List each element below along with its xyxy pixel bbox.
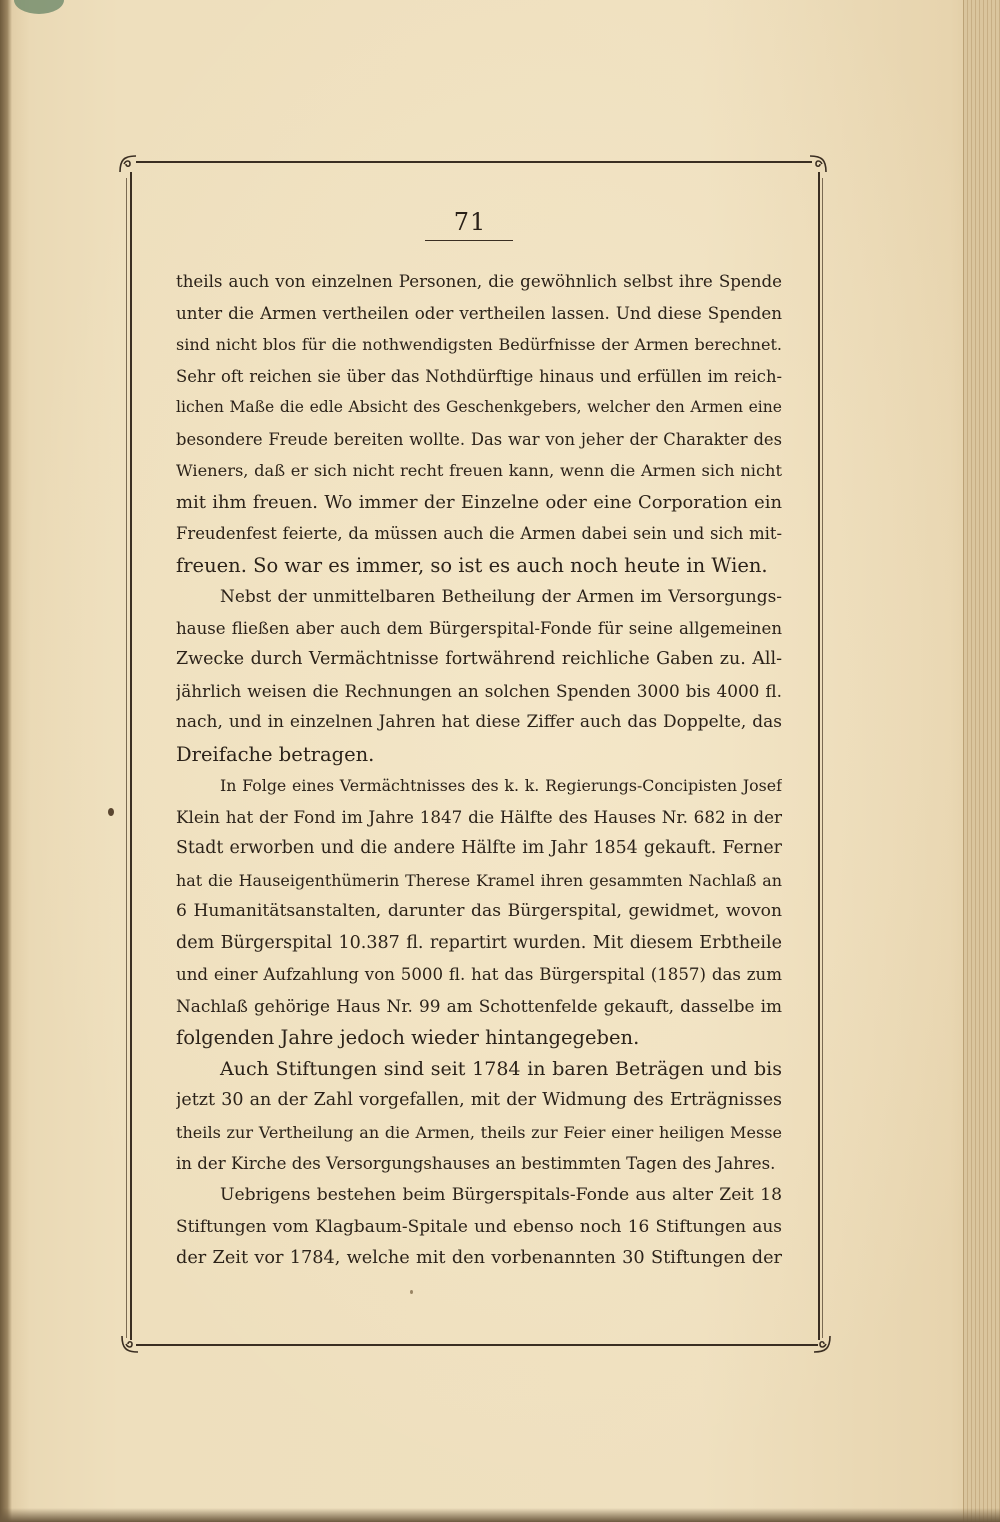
- binding-shadow: [0, 0, 12, 1522]
- text-line: freuen. So war es immer, so ist es auch noch heute in Wien.: [176, 553, 768, 577]
- frame-bottom-rule: [136, 1344, 818, 1346]
- text-line: theils auch von einzelnen Personen, die gewöhnlich selbst ihre Spende: [176, 272, 782, 291]
- text-line: Dreifache betragen.: [176, 742, 375, 766]
- page-number-rule: [425, 240, 513, 241]
- text-line: besondere Freude bereiten wollte. Das war von jeher der Charakter des: [176, 429, 782, 449]
- ink-speck: [410, 1290, 413, 1294]
- text-line: 6 Humanitätsanstalten, darunter das Bürgerspital, gewidmet, wovon: [176, 901, 782, 921]
- text-line: jährlich weisen die Rechnungen an solchen Spenden 3000 bis 4000 fl.: [176, 680, 782, 701]
- page-number: 71: [453, 208, 487, 236]
- text-line: unter die Armen vertheilen oder vertheilen lassen. Und diese Spenden: [176, 302, 782, 323]
- text-line: der Zeit vor 1784, welche mit den vorbenannten 30 Stiftungen der: [176, 1247, 782, 1268]
- frame-top-line: [136, 161, 812, 163]
- text-line: In Folge eines Vermächtnisses des k. k. Regierungs-Concipisten Josef: [220, 776, 782, 795]
- text-line: Wieners, daß er sich nicht recht freuen kann, wenn die Armen sich nicht: [176, 461, 782, 480]
- frame-right-line: [818, 172, 820, 1340]
- text-line: theils zur Vertheilung an die Armen, theils zur Feier einer heiligen Messe: [176, 1122, 782, 1142]
- stain: [14, 0, 64, 14]
- text-line: und einer Aufzahlung von 5000 fl. hat das Bürgerspital (1857) das zum: [176, 965, 782, 984]
- frame-left-thin-line: [126, 178, 127, 1338]
- page-bottom-shadow: [0, 1508, 1000, 1522]
- text-line: Nachlaß gehörige Haus Nr. 99 am Schottenfelde gekauft, dasselbe im: [176, 995, 782, 1016]
- text-line: mit ihm freuen. Wo immer der Einzelne oder eine Corporation ein: [176, 491, 782, 513]
- text-line: sind nicht blos für die nothwendigsten Bedürfnisse der Armen berechnet.: [176, 335, 782, 354]
- text-line: Zwecke durch Vermächtnisse fortwährend reichliche Gaben zu. All-: [176, 649, 782, 669]
- page-edges: [963, 0, 1000, 1522]
- frame-left-line: [130, 172, 132, 1340]
- corner-ornament-icon: [810, 1332, 834, 1356]
- text-line: jetzt 30 an der Zahl vorgefallen, mit der Widmung des Erträgnisses: [176, 1090, 782, 1110]
- text-line: lichen Maße die edle Absicht des Geschenkgebers, welcher den Armen eine: [176, 398, 782, 416]
- text-line: dem Bürgerspital 10.387 fl. repartirt wurden. Mit diesem Erbtheile: [176, 932, 782, 953]
- text-line: Klein hat der Fond im Jahre 1847 die Hälfte des Hauses Nr. 682 in der: [176, 806, 782, 827]
- text-line: hat die Hauseigenthümerin Therese Kramel ihren gesammten Nachlaß an: [176, 870, 782, 890]
- ink-dot: [108, 808, 114, 816]
- text-line: Auch Stiftungen sind seit 1784 in baren Beträgen und bis: [220, 1057, 782, 1080]
- corner-ornament-icon: [116, 152, 140, 176]
- text-line: folgenden Jahre jedoch wieder hintangegeben.: [176, 1026, 640, 1049]
- frame-right-thin-line: [822, 178, 823, 1338]
- text-line: Nebst der unmittelbaren Betheilung der Armen im Versorgungs-: [220, 586, 782, 606]
- body-text: [176, 266, 782, 1274]
- corner-ornament-icon: [118, 1332, 142, 1356]
- text-line: Uebrigens bestehen beim Bürgerspitals-Fonde aus alter Zeit 18: [220, 1184, 782, 1205]
- text-line: hause fließen aber auch dem Bürgerspital-Fonde für seine allgemeinen: [176, 618, 782, 638]
- text-line: Sehr oft reichen sie über das Nothdürftige hinaus und erfüllen im reich-: [176, 366, 782, 386]
- corner-ornament-icon: [806, 152, 830, 176]
- text-line: Stadt erworben und die andere Hälfte im Jahr 1854 gekauft. Ferner: [176, 838, 782, 858]
- text-line: nach, und in einzelnen Jahren hat diese Ziffer auch das Doppelte, das: [176, 712, 782, 732]
- text-line: in der Kirche des Versorgungshauses an bestimmten Tagen des Jahres.: [176, 1154, 776, 1173]
- text-line: Stiftungen vom Klagbaum-Spitale und ebenso noch 16 Stiftungen aus: [176, 1216, 782, 1236]
- text-line: Freudenfest feierte, da müssen auch die Armen dabei sein und sich mit-: [176, 524, 782, 543]
